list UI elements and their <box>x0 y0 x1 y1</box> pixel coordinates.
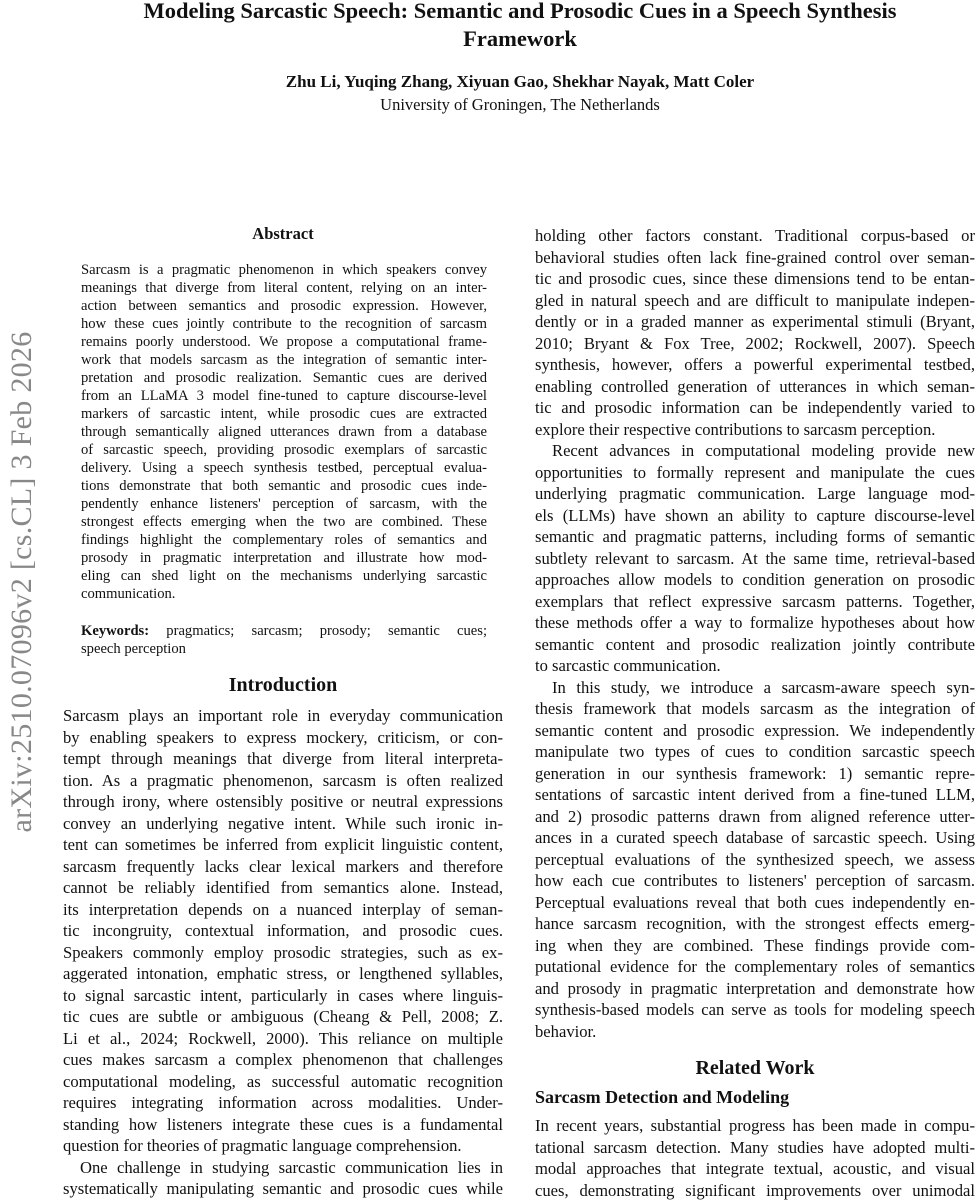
text-line: hance sarcasm recognition, with the strongest effects emerg- <box>535 913 975 935</box>
text-line: behavioral studies often lack fine-grained control over seman- <box>535 247 975 269</box>
title-line: Framework <box>0 25 975 53</box>
text-line: cannot be reliably identified from semantics alone. Instead, <box>63 877 503 899</box>
text-line: approaches allow models to condition generation on prosodic <box>535 569 975 591</box>
text-line: tent can sometimes be inferred from explicit linguistic content, <box>63 834 503 856</box>
text-line: how these cues jointly contribute to the recognition of sarcasm <box>81 315 487 333</box>
text-line: aggerated intonation, emphatic stress, or lengthened syllables, <box>63 963 503 985</box>
text-line: through irony, where ostensibly positive or neutral expressions <box>63 791 503 813</box>
text-line: dently or in a graded manner as experimental stimuli (Bryant, <box>535 311 975 333</box>
text-line: from an LLaMA 3 model fine-tuned to capture discourse-level <box>81 387 487 405</box>
text-line: semantic content and prosodic realization jointly contribute <box>535 634 975 656</box>
text-line: markers of sarcastic intent, while prosodic cues are extracted <box>81 405 487 423</box>
introduction-right-column <box>535 225 975 1042</box>
title-line: Modeling Sarcastic Speech: Semantic and Prosodic Cues in a Speech Synthesis <box>0 0 975 25</box>
text-line: enabling controlled generation of utterances in which seman- <box>535 376 975 398</box>
text-line: of sarcastic speech, providing prosodic exemplars of sarcastic <box>81 441 487 459</box>
text-line: Sarcasm plays an important role in everyday communication <box>63 705 503 727</box>
text-line: by enabling speakers to express mockery, criticism, or con- <box>63 727 503 749</box>
text-line: Li et al., 2024; Rockwell, 2000). This reliance on multiple <box>63 1028 503 1050</box>
text-line: ing when they are combined. These findings provide com- <box>535 935 975 957</box>
text-line: through semantically aligned utterances drawn from a database <box>81 423 487 441</box>
text-line: modal approaches that integrate textual, acoustic, and visual <box>535 1158 975 1180</box>
text-line: Speakers commonly employ prosodic strategies, such as ex- <box>63 942 503 964</box>
text-line: tic and prosodic cues, since these dimensions tend to be entan- <box>535 268 975 290</box>
text-line: synthesis-based models can serve as tools for modeling speech <box>535 999 975 1021</box>
text-line: pendently enhance listeners' perception of sarcasm, with the <box>81 495 487 513</box>
text-line: semantic and pragmatic patterns, including forms of semantic <box>535 526 975 548</box>
introduction-left-column <box>63 705 503 1200</box>
keywords-label: Keywords: <box>81 623 149 639</box>
related-work-body <box>535 1115 975 1201</box>
text-line: manipulate two types of cues to condition sarcastic speech <box>535 741 975 763</box>
paper-title <box>0 0 975 53</box>
text-line: prosody in pragmatic interpretation and illustrate how mod- <box>81 549 487 567</box>
text-line: pretation and prosodic realization. Semantic cues are derived <box>81 369 487 387</box>
subsection-heading: Sarcasm Detection and Modeling <box>535 1087 789 1108</box>
text-line: standing how listeners integrate these cues is a fundamental <box>63 1114 503 1136</box>
text-line: question for theories of pragmatic language comprehension. <box>63 1135 503 1157</box>
text-line: sarcasm frequently lacks clear lexical markers and therefore <box>63 856 503 878</box>
text-line: tic incongruity, contextual information, and prosodic cues. <box>63 920 503 942</box>
text-line: One challenge in studying sarcastic communication lies in <box>63 1157 503 1179</box>
text-line: perceptual evaluations of the synthesized speech, we assess <box>535 849 975 871</box>
abstract-body <box>81 261 487 603</box>
text-line: to signal sarcastic intent, particularly in cases where linguis- <box>63 985 503 1007</box>
text-line: computational modeling, as successful automatic recognition <box>63 1071 503 1093</box>
text-line: eling can shed light on the mechanisms underlying sarcastic <box>81 567 487 585</box>
text-line: how each cue contributes to listeners' perception of sarcasm. <box>535 870 975 892</box>
keywords <box>81 622 487 658</box>
related-work-heading: Related Work <box>535 1057 975 1080</box>
text-line: cues makes sarcasm a complex phenomenon that challenges <box>63 1049 503 1071</box>
keywords-line <box>81 622 487 640</box>
keywords-text: pragmatics; sarcasm; prosody; semantic cues; <box>166 623 487 639</box>
authors: Zhu Li, Yuqing Zhang, Xiyuan Gao, Shekhar Nayak, Matt Coler <box>0 72 975 92</box>
text-line: tational sarcasm detection. Many studies have adopted multi- <box>535 1137 975 1159</box>
text-line: sentations of sarcastic intent derived from a fine-tuned LLM, <box>535 784 975 806</box>
text-line: to sarcastic communication. <box>535 655 975 677</box>
text-line: tions demonstrate that both semantic and prosodic cues inde- <box>81 477 487 495</box>
text-line: and prosody in pragmatic interpretation and demonstrate how <box>535 978 975 1000</box>
arxiv-stamp: arXiv:2510.07096v2 [cs.CL] 3 Feb 2026 <box>5 331 39 832</box>
text-line: meanings that diverge from literal content, relying on an inter- <box>81 279 487 297</box>
text-line: remains poorly understood. We propose a computational frame- <box>81 333 487 351</box>
text-line: tic cues are subtle or ambiguous (Cheang & Pell, 2008; Z. <box>63 1006 503 1028</box>
text-line: holding other factors constant. Traditional corpus-based or <box>535 225 975 247</box>
text-line: 2010; Bryant & Fox Tree, 2002; Rockwell, 2007). Speech <box>535 333 975 355</box>
text-line: gled in natural speech and are difficult to manipulate indepen- <box>535 290 975 312</box>
text-line: findings highlight the complementary roles of semantics and <box>81 531 487 549</box>
text-line: semantic content and prosodic expression. We independently <box>535 720 975 742</box>
text-line: explore their respective contributions to sarcasm perception. <box>535 419 975 441</box>
keywords-line: speech perception <box>81 640 487 658</box>
text-line: delivery. Using a speech synthesis testbed, perceptual evalua- <box>81 459 487 477</box>
text-line: these methods offer a way to formalize hypotheses about how <box>535 612 975 634</box>
text-line: synthesis, however, offers a powerful experimental testbed, <box>535 354 975 376</box>
text-line: In this study, we introduce a sarcasm-aware speech syn- <box>535 677 975 699</box>
text-line: ances in a curated speech database of sarcastic speech. Using <box>535 827 975 849</box>
text-line: In recent years, substantial progress has been made in compu- <box>535 1115 975 1137</box>
text-line: Perceptual evaluations reveal that both cues independently en- <box>535 892 975 914</box>
text-line: tempt through meanings that diverge from literal interpreta- <box>63 748 503 770</box>
text-line: convey an underlying negative intent. While such ironic in- <box>63 813 503 835</box>
text-line: cues, demonstrating significant improvements over unimodal <box>535 1180 975 1201</box>
text-line: exemplars that reflect expressive sarcasm patterns. Together, <box>535 591 975 613</box>
text-line: action between semantics and prosodic expression. However, <box>81 297 487 315</box>
text-line: subtlety relevant to sarcasm. At the same time, retrieval-based <box>535 548 975 570</box>
text-line: underlying pragmatic communication. Large language mod- <box>535 483 975 505</box>
text-line: work that models sarcasm as the integration of semantic inter- <box>81 351 487 369</box>
text-line: systematically manipulating semantic and prosodic cues while <box>63 1178 503 1200</box>
text-line: opportunities to formally represent and manipulate the cues <box>535 462 975 484</box>
text-line: els (LLMs) have shown an ability to capture discourse-level <box>535 505 975 527</box>
text-line: thesis framework that models sarcasm as the integration of <box>535 698 975 720</box>
text-line: its interpretation depends on a nuanced interplay of seman- <box>63 899 503 921</box>
text-line: generation in our synthesis framework: 1) semantic repre- <box>535 763 975 785</box>
text-line: putational evidence for the complementary roles of semantics <box>535 956 975 978</box>
text-line: Sarcasm is a pragmatic phenomenon in which speakers convey <box>81 261 487 279</box>
text-line: tic and prosodic information can be independently varied to <box>535 397 975 419</box>
text-line: Recent advances in computational modeling provide new <box>535 440 975 462</box>
introduction-heading: Introduction <box>63 674 503 697</box>
abstract-heading: Abstract <box>63 224 503 244</box>
text-line: strongest effects emerging when the two are combined. These <box>81 513 487 531</box>
text-line: behavior. <box>535 1021 975 1043</box>
text-line: and 2) prosodic patterns drawn from aligned reference utter- <box>535 806 975 828</box>
text-line: communication. <box>81 585 487 603</box>
affiliation: University of Groningen, The Netherlands <box>0 95 975 115</box>
text-line: requires integrating information across modalities. Under- <box>63 1092 503 1114</box>
text-line: tion. As a pragmatic phenomenon, sarcasm is often realized <box>63 770 503 792</box>
